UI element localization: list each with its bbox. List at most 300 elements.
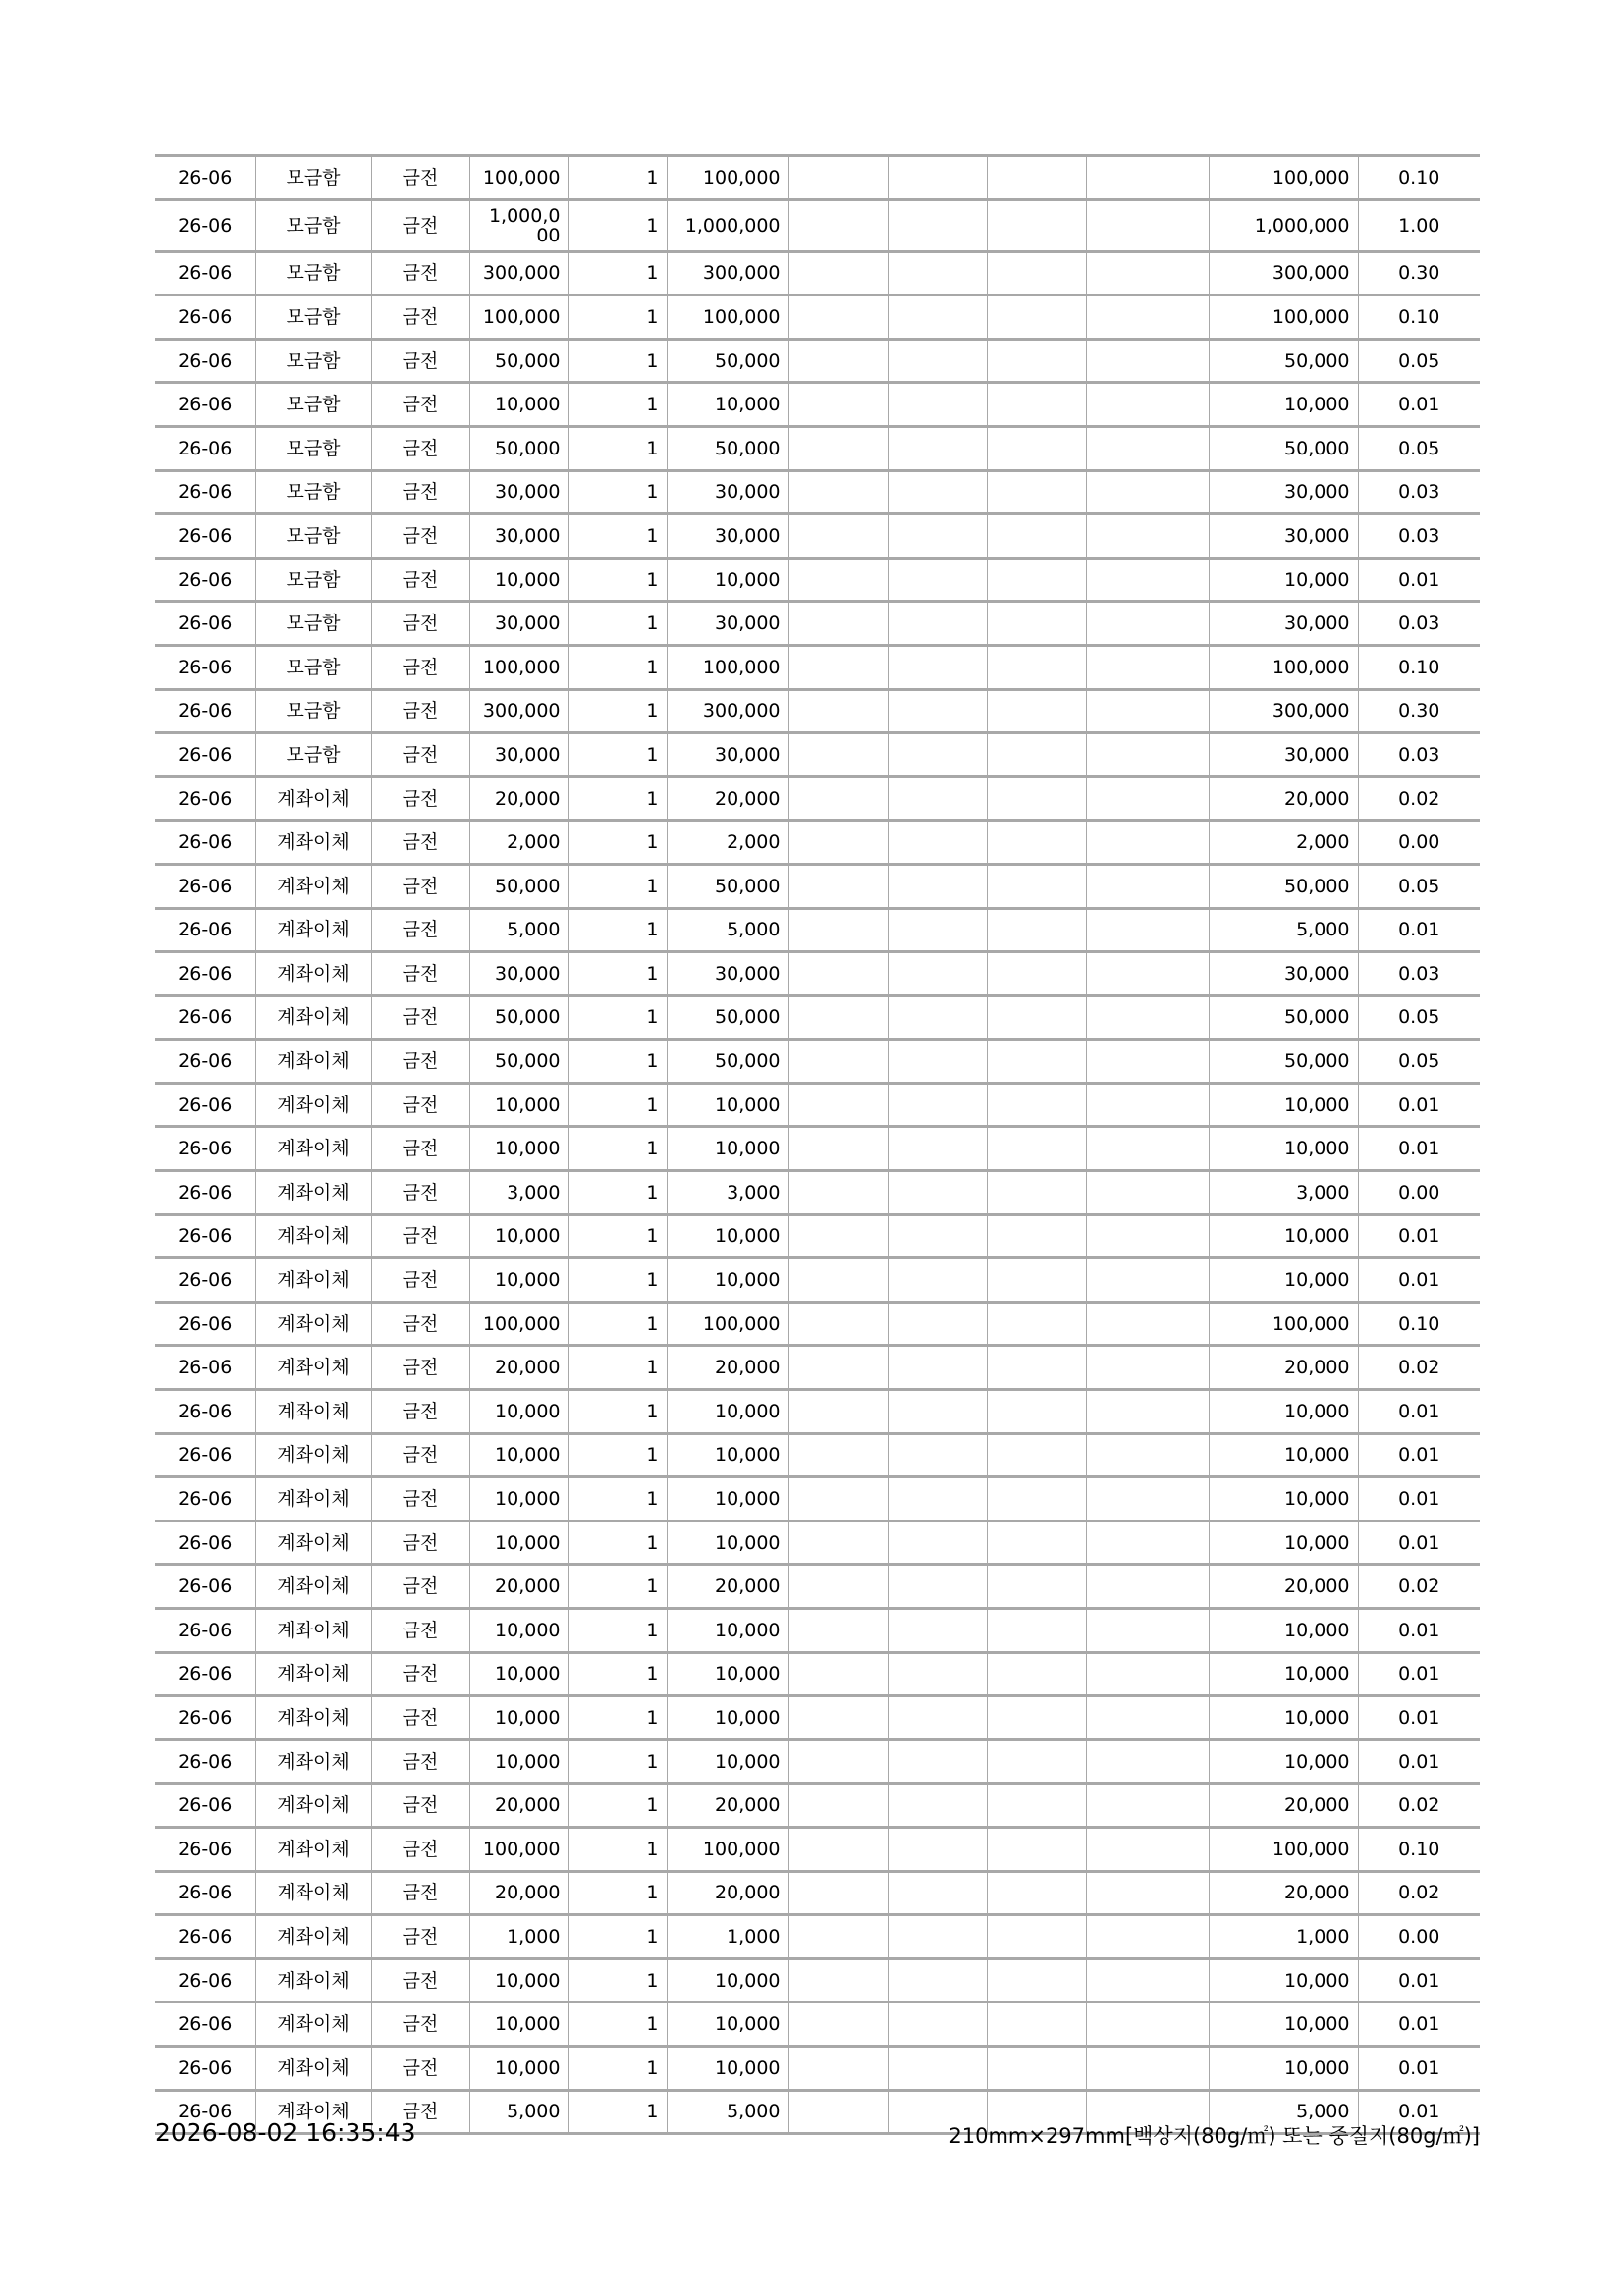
blank-cell-3 [987,295,1086,340]
amount-cell: 20,000 [667,1871,788,1915]
blank-cell-1 [788,1477,888,1522]
period-cell: 26-06 [155,1739,255,1784]
blank-cell-2 [888,1871,987,1915]
blank-cell-2 [888,383,987,427]
blank-cell-4 [1086,470,1209,514]
unit-amount-cell: 20,000 [469,1784,568,1828]
quantity-cell: 1 [568,295,667,340]
blank-cell-3 [987,864,1086,908]
table-row [155,1433,1480,1477]
blank-cell-1 [788,2046,888,2090]
table-row [155,1958,1480,2002]
method-cell: 모금함 [255,602,371,646]
blank-cell-3 [987,1696,1086,1740]
unit-amount-cell: 300,000 [469,689,568,733]
blank-cell-2 [888,339,987,383]
total-cell: 100,000 [1209,156,1358,200]
amount-cell: 10,000 [667,1214,788,1258]
table-row [155,1040,1480,1084]
blank-cell-2 [888,1258,987,1303]
period-cell: 26-06 [155,1565,255,1609]
unit-amount-cell: 3,000 [469,1171,568,1215]
method-cell: 계좌이체 [255,1565,371,1609]
type-cell: 금전 [371,1040,469,1084]
total-cell: 10,000 [1209,558,1358,602]
method-cell: 모금함 [255,251,371,295]
amount-cell: 10,000 [667,1521,788,1565]
unit-amount-cell: 1,000 [469,1915,568,1959]
method-cell: 계좌이체 [255,908,371,952]
blank-cell-4 [1086,1477,1209,1522]
amount-cell: 30,000 [667,952,788,996]
ratio-cell: 0.05 [1358,995,1480,1040]
table-row [155,1521,1480,1565]
table-row [155,1390,1480,1434]
method-cell: 계좌이체 [255,1696,371,1740]
blank-cell-3 [987,426,1086,470]
total-cell: 10,000 [1209,1083,1358,1127]
table-row [155,295,1480,340]
blank-cell-3 [987,1433,1086,1477]
period-cell: 26-06 [155,645,255,689]
blank-cell-2 [888,1433,987,1477]
type-cell: 금전 [371,952,469,996]
paper-spec-note: 210mm×297mm[백상지(80g/㎡) 또는 중질지(80g/㎡)] [948,2124,1480,2148]
blank-cell-1 [788,1171,888,1215]
blank-cell-1 [788,1390,888,1434]
quantity-cell: 1 [568,470,667,514]
blank-cell-3 [987,558,1086,602]
blank-cell-3 [987,1609,1086,1653]
total-cell: 10,000 [1209,1609,1358,1653]
blank-cell-2 [888,1565,987,1609]
unit-amount-cell: 10,000 [469,1958,568,2002]
unit-amount-cell: 100,000 [469,1827,568,1871]
type-cell: 금전 [371,1171,469,1215]
total-cell: 20,000 [1209,1871,1358,1915]
blank-cell-1 [788,1302,888,1346]
amount-cell: 10,000 [667,558,788,602]
quantity-cell: 1 [568,1958,667,2002]
quantity-cell: 1 [568,645,667,689]
unit-amount-cell: 50,000 [469,339,568,383]
period-cell: 26-06 [155,2090,255,2134]
blank-cell-1 [788,908,888,952]
table-row [155,1565,1480,1609]
period-cell: 26-06 [155,908,255,952]
type-cell: 금전 [371,251,469,295]
blank-cell-4 [1086,908,1209,952]
type-cell: 금전 [371,1127,469,1171]
ratio-cell: 0.01 [1358,1958,1480,2002]
quantity-cell: 1 [568,1433,667,1477]
quantity-cell: 1 [568,952,667,996]
ratio-cell: 0.10 [1358,295,1480,340]
blank-cell-4 [1086,1958,1209,2002]
blank-cell-2 [888,514,987,559]
blank-cell-1 [788,995,888,1040]
blank-cell-3 [987,1784,1086,1828]
blank-cell-2 [888,295,987,340]
ratio-cell: 0.10 [1358,156,1480,200]
unit-amount-cell: 20,000 [469,1565,568,1609]
ratio-cell: 0.03 [1358,602,1480,646]
quantity-cell: 1 [568,1302,667,1346]
method-cell: 계좌이체 [255,1346,371,1390]
ratio-cell: 0.01 [1358,1609,1480,1653]
period-cell: 26-06 [155,1784,255,1828]
unit-amount-cell: 30,000 [469,514,568,559]
type-cell: 금전 [371,1784,469,1828]
ratio-cell: 0.03 [1358,733,1480,777]
unit-amount-cell: 30,000 [469,470,568,514]
table-row [155,339,1480,383]
table-row [155,2002,1480,2047]
blank-cell-2 [888,733,987,777]
type-cell: 금전 [371,2090,469,2134]
method-cell: 모금함 [255,295,371,340]
unit-amount-cell: 100,000 [469,156,568,200]
ratio-cell: 0.01 [1358,1127,1480,1171]
total-cell: 300,000 [1209,689,1358,733]
period-cell: 26-06 [155,821,255,865]
blank-cell-3 [987,733,1086,777]
table-row [155,426,1480,470]
total-cell: 50,000 [1209,426,1358,470]
amount-cell: 300,000 [667,251,788,295]
blank-cell-2 [888,2046,987,2090]
unit-amount-cell: 10,000 [469,1521,568,1565]
table-row [155,1258,1480,1303]
ratio-cell: 0.02 [1358,1565,1480,1609]
blank-cell-4 [1086,156,1209,200]
blank-cell-4 [1086,864,1209,908]
ratio-cell: 0.01 [1358,1652,1480,1696]
amount-cell: 50,000 [667,995,788,1040]
type-cell: 금전 [371,733,469,777]
ratio-cell: 0.02 [1358,1784,1480,1828]
type-cell: 금전 [371,602,469,646]
blank-cell-4 [1086,689,1209,733]
total-cell: 5,000 [1209,2090,1358,2134]
table-row [155,1871,1480,1915]
blank-cell-3 [987,470,1086,514]
unit-amount-cell: 10,000 [469,1609,568,1653]
quantity-cell: 1 [568,1040,667,1084]
amount-cell: 20,000 [667,1346,788,1390]
blank-cell-1 [788,558,888,602]
ratio-cell: 0.01 [1358,558,1480,602]
blank-cell-3 [987,339,1086,383]
blank-cell-4 [1086,1346,1209,1390]
table-row [155,602,1480,646]
blank-cell-4 [1086,1609,1209,1653]
period-cell: 26-06 [155,251,255,295]
amount-cell: 20,000 [667,1565,788,1609]
type-cell: 금전 [371,821,469,865]
blank-cell-1 [788,1609,888,1653]
type-cell: 금전 [371,2046,469,2090]
table-row [155,1696,1480,1740]
ratio-cell: 0.30 [1358,689,1480,733]
method-cell: 계좌이체 [255,995,371,1040]
blank-cell-1 [788,295,888,340]
blank-cell-3 [987,1346,1086,1390]
blank-cell-3 [987,1958,1086,2002]
blank-cell-3 [987,1915,1086,1959]
print-timestamp: 2026-08-02 16:35:43 [155,2118,416,2147]
total-cell: 1,000 [1209,1915,1358,1959]
total-cell: 300,000 [1209,251,1358,295]
ratio-cell: 0.00 [1358,1915,1480,1959]
period-cell: 26-06 [155,1127,255,1171]
period-cell: 26-06 [155,776,255,821]
blank-cell-2 [888,1214,987,1258]
blank-cell-1 [788,251,888,295]
blank-cell-4 [1086,339,1209,383]
amount-cell: 50,000 [667,864,788,908]
total-cell: 100,000 [1209,295,1358,340]
total-cell: 50,000 [1209,339,1358,383]
type-cell: 금전 [371,470,469,514]
blank-cell-1 [788,199,888,251]
period-cell: 26-06 [155,1258,255,1303]
blank-cell-4 [1086,1433,1209,1477]
amount-cell: 100,000 [667,295,788,340]
total-cell: 2,000 [1209,821,1358,865]
table-row [155,470,1480,514]
type-cell: 금전 [371,295,469,340]
total-cell: 30,000 [1209,602,1358,646]
method-cell: 모금함 [255,645,371,689]
quantity-cell: 1 [568,1827,667,1871]
blank-cell-1 [788,1083,888,1127]
quantity-cell: 1 [568,1521,667,1565]
blank-cell-2 [888,558,987,602]
quantity-cell: 1 [568,251,667,295]
blank-cell-1 [788,602,888,646]
amount-cell: 50,000 [667,426,788,470]
ratio-cell: 0.01 [1358,1214,1480,1258]
unit-amount-cell: 30,000 [469,733,568,777]
type-cell: 금전 [371,558,469,602]
ratio-cell: 0.01 [1358,1696,1480,1740]
blank-cell-1 [788,1739,888,1784]
blank-cell-4 [1086,426,1209,470]
amount-cell: 300,000 [667,689,788,733]
ratio-cell: 0.10 [1358,645,1480,689]
amount-cell: 100,000 [667,645,788,689]
table-row [155,1609,1480,1653]
blank-cell-4 [1086,733,1209,777]
amount-cell: 30,000 [667,514,788,559]
table-row [155,908,1480,952]
unit-amount-cell: 10,000 [469,1652,568,1696]
table-row [155,1214,1480,1258]
unit-amount-cell: 50,000 [469,864,568,908]
blank-cell-4 [1086,1784,1209,1828]
type-cell: 금전 [371,339,469,383]
total-cell: 10,000 [1209,1127,1358,1171]
period-cell: 26-06 [155,1696,255,1740]
blank-cell-4 [1086,1521,1209,1565]
period-cell: 26-06 [155,514,255,559]
blank-cell-1 [788,1258,888,1303]
blank-cell-4 [1086,514,1209,559]
blank-cell-3 [987,1171,1086,1215]
blank-cell-1 [788,1827,888,1871]
type-cell: 금전 [371,1390,469,1434]
blank-cell-2 [888,1477,987,1522]
period-cell: 26-06 [155,1521,255,1565]
quantity-cell: 1 [568,995,667,1040]
total-cell: 10,000 [1209,1696,1358,1740]
type-cell: 금전 [371,1214,469,1258]
unit-amount-cell: 10,000 [469,1214,568,1258]
blank-cell-1 [788,1214,888,1258]
ratio-cell: 0.02 [1358,1871,1480,1915]
quantity-cell: 1 [568,156,667,200]
table-row [155,1127,1480,1171]
blank-cell-4 [1086,1827,1209,1871]
total-cell: 10,000 [1209,1739,1358,1784]
quantity-cell: 1 [568,426,667,470]
blank-cell-4 [1086,821,1209,865]
quantity-cell: 1 [568,821,667,865]
method-cell: 계좌이체 [255,1871,371,1915]
blank-cell-3 [987,1302,1086,1346]
blank-cell-1 [788,426,888,470]
total-cell: 10,000 [1209,383,1358,427]
method-cell: 모금함 [255,199,371,251]
amount-cell: 10,000 [667,1258,788,1303]
blank-cell-3 [987,1390,1086,1434]
blank-cell-2 [888,2002,987,2047]
amount-cell: 10,000 [667,1609,788,1653]
blank-cell-2 [888,1784,987,1828]
total-cell: 50,000 [1209,995,1358,1040]
blank-cell-2 [888,1390,987,1434]
ratio-cell: 0.01 [1358,908,1480,952]
period-cell: 26-06 [155,864,255,908]
method-cell: 모금함 [255,426,371,470]
method-cell: 계좌이체 [255,1827,371,1871]
method-cell: 계좌이체 [255,1784,371,1828]
blank-cell-4 [1086,558,1209,602]
blank-cell-4 [1086,645,1209,689]
total-cell: 10,000 [1209,1433,1358,1477]
type-cell: 금전 [371,864,469,908]
table-row [155,733,1480,777]
unit-amount-cell: 10,000 [469,1390,568,1434]
method-cell: 계좌이체 [255,776,371,821]
type-cell: 금전 [371,383,469,427]
table-row [155,689,1480,733]
total-cell: 50,000 [1209,864,1358,908]
quantity-cell: 1 [568,908,667,952]
amount-cell: 50,000 [667,339,788,383]
ratio-cell: 0.03 [1358,470,1480,514]
type-cell: 금전 [371,199,469,251]
ratio-cell: 0.05 [1358,426,1480,470]
amount-cell: 100,000 [667,1302,788,1346]
total-cell: 10,000 [1209,1958,1358,2002]
blank-cell-2 [888,602,987,646]
blank-cell-4 [1086,776,1209,821]
type-cell: 금전 [371,1477,469,1522]
blank-cell-3 [987,995,1086,1040]
ratio-cell: 0.30 [1358,251,1480,295]
table-row [155,821,1480,865]
method-cell: 모금함 [255,689,371,733]
table-row [155,1346,1480,1390]
period-cell: 26-06 [155,1915,255,1959]
quantity-cell: 1 [568,339,667,383]
method-cell: 계좌이체 [255,1040,371,1084]
ratio-cell: 0.02 [1358,1346,1480,1390]
total-cell: 30,000 [1209,514,1358,559]
blank-cell-3 [987,1214,1086,1258]
unit-amount-cell: 10,000 [469,558,568,602]
total-cell: 10,000 [1209,1652,1358,1696]
amount-cell: 10,000 [667,1958,788,2002]
blank-cell-4 [1086,1739,1209,1784]
type-cell: 금전 [371,1258,469,1303]
blank-cell-3 [987,1127,1086,1171]
blank-cell-1 [788,339,888,383]
blank-cell-4 [1086,251,1209,295]
unit-amount-cell: 20,000 [469,1346,568,1390]
total-cell: 20,000 [1209,1346,1358,1390]
blank-cell-4 [1086,1258,1209,1303]
blank-cell-4 [1086,602,1209,646]
blank-cell-1 [788,1784,888,1828]
quantity-cell: 1 [568,1652,667,1696]
table-row [155,1739,1480,1784]
blank-cell-4 [1086,383,1209,427]
ratio-cell: 0.01 [1358,1433,1480,1477]
amount-cell: 20,000 [667,776,788,821]
type-cell: 금전 [371,1083,469,1127]
total-cell: 30,000 [1209,470,1358,514]
period-cell: 26-06 [155,1214,255,1258]
blank-cell-3 [987,776,1086,821]
total-cell: 20,000 [1209,1784,1358,1828]
quantity-cell: 1 [568,1915,667,1959]
blank-cell-2 [888,1915,987,1959]
method-cell: 모금함 [255,733,371,777]
blank-cell-3 [987,1521,1086,1565]
amount-cell: 3,000 [667,1171,788,1215]
unit-amount-cell: 50,000 [469,426,568,470]
table-row [155,383,1480,427]
period-cell: 26-06 [155,1171,255,1215]
total-cell: 20,000 [1209,1565,1358,1609]
method-cell: 계좌이체 [255,1609,371,1653]
method-cell: 계좌이체 [255,1127,371,1171]
quantity-cell: 1 [568,1390,667,1434]
blank-cell-1 [788,1958,888,2002]
blank-cell-1 [788,1346,888,1390]
amount-cell: 10,000 [667,383,788,427]
period-cell: 26-06 [155,733,255,777]
unit-amount-cell: 10,000 [469,1127,568,1171]
period-cell: 26-06 [155,1346,255,1390]
blank-cell-4 [1086,2002,1209,2047]
unit-amount-cell: 5,000 [469,908,568,952]
amount-cell: 10,000 [667,1739,788,1784]
method-cell: 계좌이체 [255,1521,371,1565]
